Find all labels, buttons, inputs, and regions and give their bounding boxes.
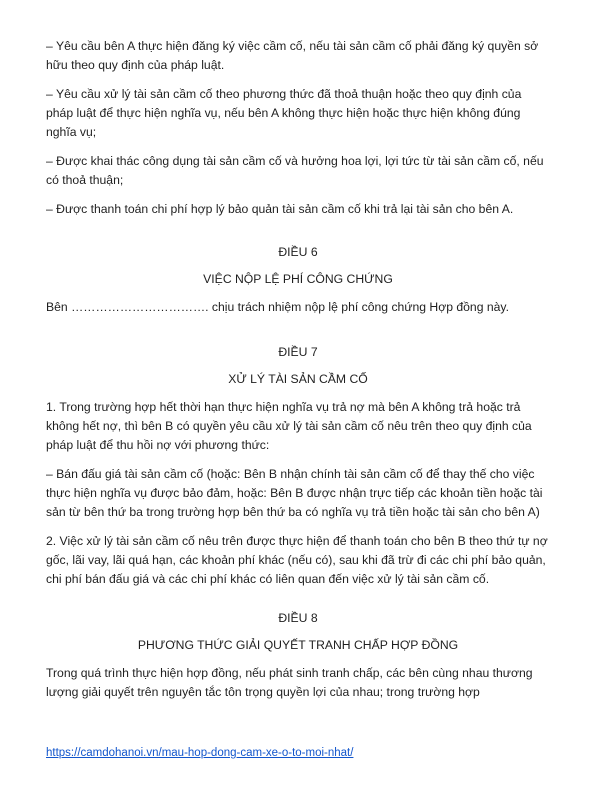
article-6-title: VIỆC NỘP LỆ PHÍ CÔNG CHỨNG [203, 272, 393, 286]
article-6-body: Bên ……………………………. chịu trách nhiệm nộp lệ phí công chứng Hợp đồng này. [46, 300, 510, 314]
list-item: – Được khai thác công dụng tài sản cầm cố và hưởng hoa lợi, lợi tức từ tài sản cầm cố, nếu có thoả thuận; [46, 154, 544, 187]
list-item: – Yêu cầu xử lý tài sản cầm cố theo phương thức đã thoả thuận hoặc theo quy định của pháp luật để thực hiện nghĩa vụ, nếu bên A không thực hiện hoặc thực hiện không đúng nghĩa vụ; [46, 87, 522, 139]
article-8-number: ĐIỀU 8 [278, 611, 318, 625]
article-6-number: ĐIỀU 6 [278, 245, 318, 259]
article-7-paragraph-3: 2. Việc xử lý tài sản cầm cố nêu trên được thực hiện để thanh toán cho bên B theo thứ tự nợ gốc, lãi vay, lãi quá hạn, các khoản phí khác (nếu có), sau khi đã trừ đi các chi phí bảo quản, chi phí bán đấu giá và các chi phí khác có liên quan đến việc xử lý tài sản cầm cố. [46, 534, 548, 586]
list-item: – Được thanh toán chi phí hợp lý bảo quản tài sản cầm cố khi trả lại tài sản cho bên A. [46, 202, 514, 216]
article-7-number: ĐIỀU 7 [278, 345, 318, 359]
list-item: – Yêu cầu bên A thực hiện đăng ký việc cầm cố, nếu tài sản cầm cố phải đăng ký quyền sở hữu theo quy định của pháp luật. [46, 39, 539, 72]
article-7-title: XỬ LÝ TÀI SẢN CẦM CỐ [228, 372, 368, 386]
source-link[interactable]: https://camdohanoi.vn/mau-hop-dong-cam-xe-o-to-moi-nhat/ [46, 747, 354, 759]
article-7-paragraph-1: 1. Trong trường hợp hết thời hạn thực hiện nghĩa vụ trả nợ mà bên A không trả hoặc trả không hết nợ, thì bên B có quyền yêu cầu xử lý tài sản cầm cố nêu trên theo quy định của pháp luật để thu hồi nợ với phương thức: [46, 400, 532, 452]
article-8-paragraph-1: Trong quá trình thực hiện hợp đồng, nếu phát sinh tranh chấp, các bên cùng nhau thương lượng giải quyết trên nguyên tắc tôn trọng quyền lợi của nhau; trong trường hợp [46, 666, 533, 699]
article-7-paragraph-2: – Bán đấu giá tài sản cầm cố (hoặc: Bên B nhận chính tài sản cầm cố để thay thế cho việc thực hiện nghĩa vụ được bảo đảm, hoặc: Bên B được nhận trực tiếp các khoản tiền hoặc tài sản từ bên thứ ba trong trường hợp bên thứ ba có nghĩa vụ trả tiền hoặc tài sản cho bên A) [46, 467, 543, 519]
article-8-title: PHƯƠNG THỨC GIẢI QUYẾT TRANH CHẤP HỢP ĐỒNG [137, 638, 459, 652]
